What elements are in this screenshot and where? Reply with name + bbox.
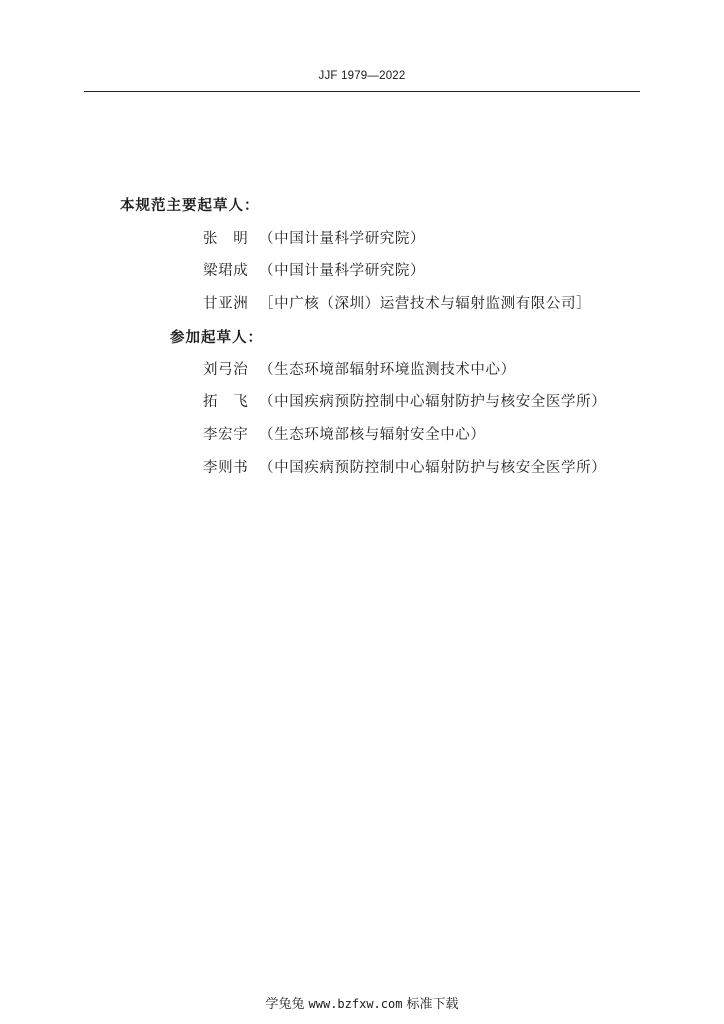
drafter-org: ［中广核（深圳）运营技术与辐射监测有限公司］ <box>259 296 592 312</box>
drafter-org: （中国计量科学研究院） <box>259 263 426 279</box>
drafter-entry <box>203 423 486 444</box>
drafter-name: 梁珺成 <box>203 263 249 279</box>
drafter-name: 刘弓治 <box>203 362 249 378</box>
drafter-org: （中国计量科学研究院） <box>259 231 426 247</box>
document-code: JJF 1979—2022 <box>318 70 406 82</box>
drafter-org: （生态环境部核与辐射安全中心） <box>259 427 486 443</box>
drafter-name: 甘亚洲 <box>203 296 249 312</box>
main-drafters-heading: 本规范主要起草人： <box>120 198 260 214</box>
drafter-name: 拓 飞 <box>203 394 249 410</box>
drafter-entry <box>203 390 606 411</box>
drafter-name: 李则书 <box>203 460 249 476</box>
download-footer <box>0 993 724 1012</box>
drafter-entry <box>203 259 425 280</box>
drafter-name: 张 明 <box>203 231 249 247</box>
header-divider <box>84 91 640 92</box>
drafter-entry <box>203 456 606 477</box>
drafter-entry <box>203 358 516 379</box>
drafter-entry <box>203 292 591 313</box>
participating-drafters-heading: 参加起草人： <box>170 330 263 346</box>
drafter-org: （中国疾病预防控制中心辐射防护与核安全医学所） <box>259 460 607 476</box>
footer-url-link[interactable]: www.bzfxw.com <box>308 997 403 1011</box>
drafter-org: （生态环境部辐射环境监测技术中心） <box>259 362 516 378</box>
footer-tagline: 标准下载 <box>406 997 459 1012</box>
drafter-org: （中国疾病预防控制中心辐射防护与核安全医学所） <box>259 394 607 410</box>
drafter-entry <box>203 227 425 248</box>
drafter-name: 李宏宇 <box>203 427 249 443</box>
footer-site-name: 学兔兔 <box>265 997 305 1012</box>
